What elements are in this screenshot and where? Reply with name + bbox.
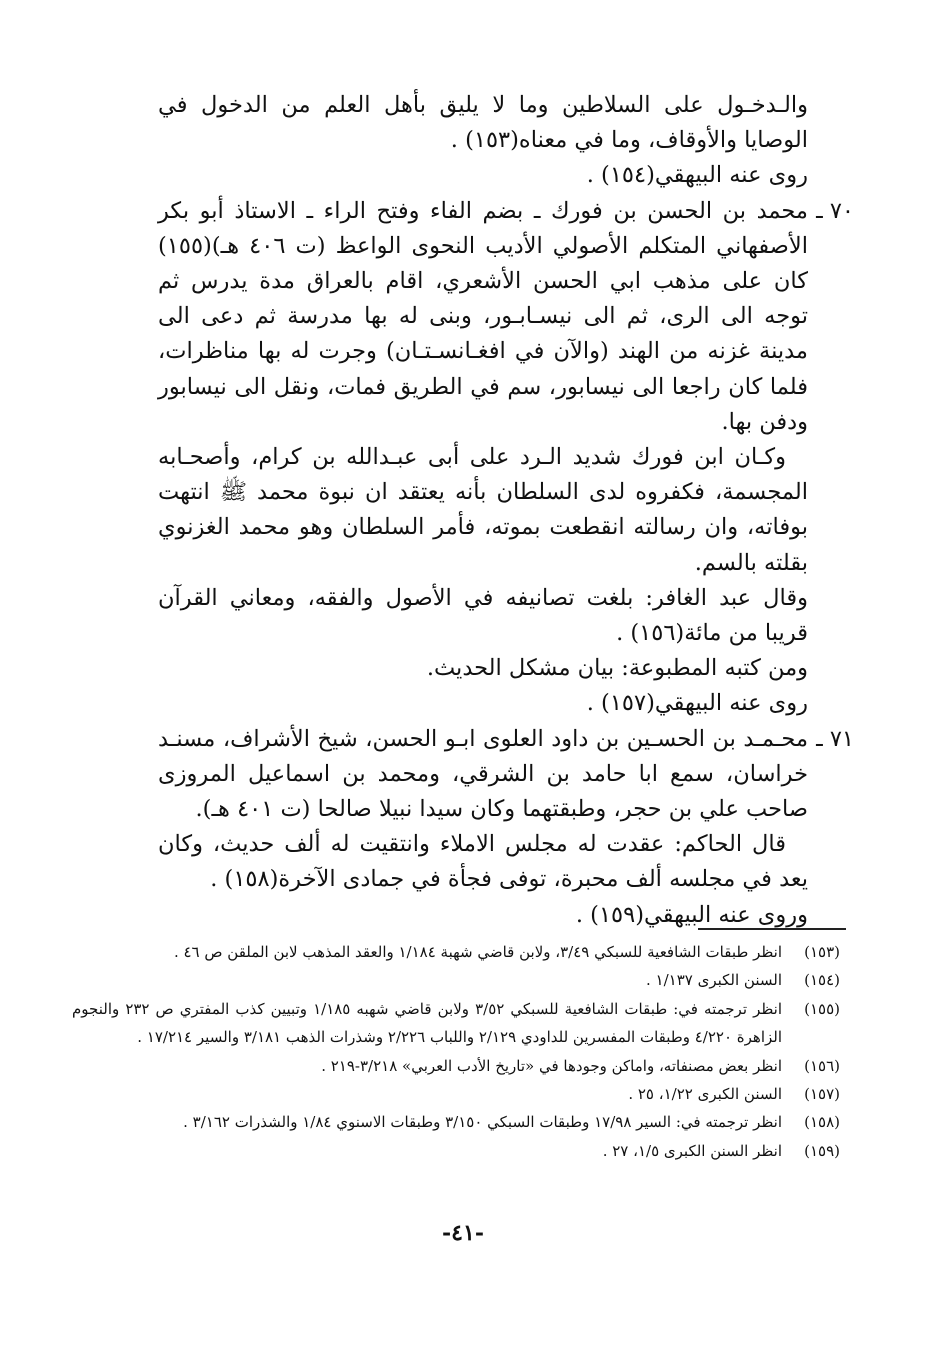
footnotes	[72, 938, 840, 1165]
footnote-text: انظر السنن الكبرى ١/٥، ٢٧ .	[602, 1141, 782, 1160]
footnote-text: السنن الكبرى ١/٢٢، ٢٥ .	[628, 1085, 782, 1104]
footnote-number: (١٥٨)	[804, 1113, 840, 1132]
footnote	[72, 1052, 840, 1080]
footnote	[72, 995, 840, 1052]
footnote-number: (١٥٤)	[804, 971, 840, 990]
entry-71-paragraph-3: وروى عنه البيهقي(١٥٩) .	[575, 901, 808, 928]
footnote-text: انظر بعض مصنفاته، واماكن وجودها في «تاريخ الأدب العربي» ٣/٢١٨-٢١٩ .	[321, 1056, 782, 1075]
entry-70-biography: محمد بن الحسن بن فورك ـ بضم الفاء وفتح الراء ـ الاستاذ أبو بكر الأصفهاني المتكلم الأصولي الأديب النحوى الواعظ (ت ٤٠٦ هـ)(١٥٥) كان على مذهب ابي الحسن الأشعري، اقام بالعراق مدة يدرس ثم توجه الى الرى، ثم الى نيسـابـور، وبنى له بها مدرسة ثم دعى الى مدينة غزنه من الهند (والآن في افغـانسـتـان) وجرت له بها مناظرات، فلما كان راجعا الى نيسابور، سم في الطريق فمات، ونقل الى نيسابور ودفن بها.	[158, 197, 808, 435]
footnote-number: (١٥٦)	[804, 1056, 840, 1075]
footnote-number: (١٥٣)	[804, 943, 840, 961]
paragraph-continuation: والـدخـول على السلاطين وما لا يليق بأهل العلم من الدخول في الوصايا والأوقاف، وما في معناه(١٥٣) .	[158, 92, 808, 154]
main-text	[158, 88, 854, 933]
entry-70-paragraph-2: وكـان ابن فورك شديد الـرد على أبى عبـدالله بن كرام، وأصحـابه المجسمة، فكفروه لدى السلطان بأنه يعتقد ان نبوة محمد ﷺ انتهت بوفاته، وان رسالته انقطعت بموته، فأمر السلطان وهو محمد الغزنوي بقلته بالسم.	[158, 444, 808, 576]
entry-71-paragraph-2: قال الحاكم: عقدت له مجلس الاملاء وانتقيت له ألف حديث، وكان يعد في مجلسه ألف محبرة، توفى فجأة في جمادى الآخرة(١٥٨) .	[158, 831, 808, 893]
footnote-divider	[698, 928, 846, 930]
entry-71-biography: محـمـد بن الحسـين بن داود العلوى ابـو الحسن، شيخ الأشراف، مسنـد خراسان، سمع ابا حامد بن الشرقي، ومحمد بن اسماعيل المروزى صاحب علي بن حجر، وطبقتهما وكان سيدا نبيلا صالحا (ت ٤٠١ هـ).	[158, 725, 808, 823]
footnote-text: السنن الكبرى ١/١٣٧ .	[646, 971, 782, 990]
footnote	[72, 1137, 840, 1165]
entry-70-paragraph-5: روى عنه البيهقي(١٥٧) .	[586, 690, 808, 717]
paragraph-narrated-by: روى عنه البيهقي(١٥٤) .	[586, 162, 808, 189]
footnote-text: انظر ترجمته في: طبقات الشافعية للسبكي ٣/٥٢ ولابن قاضي شهبه ١/١٨٥ وتبيين كذب المفتري ص ٢٣٢ والنجوم الزاهرة ٤/٢٢٠ وطبقات المفسرين للداودي ٢/١٢٩ واللباب ٢/٢٢٦ وشذرات الذهب ٣/١٨١ والسير ١٧/٢١٤ .	[72, 999, 782, 1047]
entry-number: ٧٠ ـ	[816, 197, 854, 224]
entry-70	[158, 194, 854, 722]
footnote	[72, 1108, 840, 1136]
footnote-number: (١٥٥)	[804, 999, 840, 1018]
footnote-text: انظر طبقات الشافعية للسبكي ٣/٤٩، ولابن قاضي شهبة ١/١٨٤ والعقد المذهب لابن الملقن ص ٤٦ .	[173, 943, 782, 961]
footnote-number: (١٥٧)	[804, 1085, 840, 1104]
footnote	[72, 966, 840, 994]
entry-70-paragraph-3: وقال عبد الغافر: بلغت تصانيفه في الأصول والفقه، ومعاني القرآن قريبا من مائة(١٥٦) .	[158, 584, 808, 647]
footnote-number: (١٥٩)	[804, 1141, 840, 1160]
entry-70-paragraph-4: ومن كتبه المطبوعة: بيان مشكل الحديث.	[426, 655, 808, 682]
entry-71	[158, 722, 854, 933]
footnote-text: انظر ترجمته في: السير ١٧/٩٨ وطبقات السبكي ٣/١٥٠ وطبقات الاسنوي ١/٨٤ والشذرات ٣/١٦٢ .	[183, 1113, 782, 1132]
entry-number: ٧١ ـ	[816, 725, 854, 752]
footnote	[72, 1080, 840, 1108]
footnote	[72, 938, 840, 966]
page-number: -٤١-	[442, 1220, 484, 1246]
